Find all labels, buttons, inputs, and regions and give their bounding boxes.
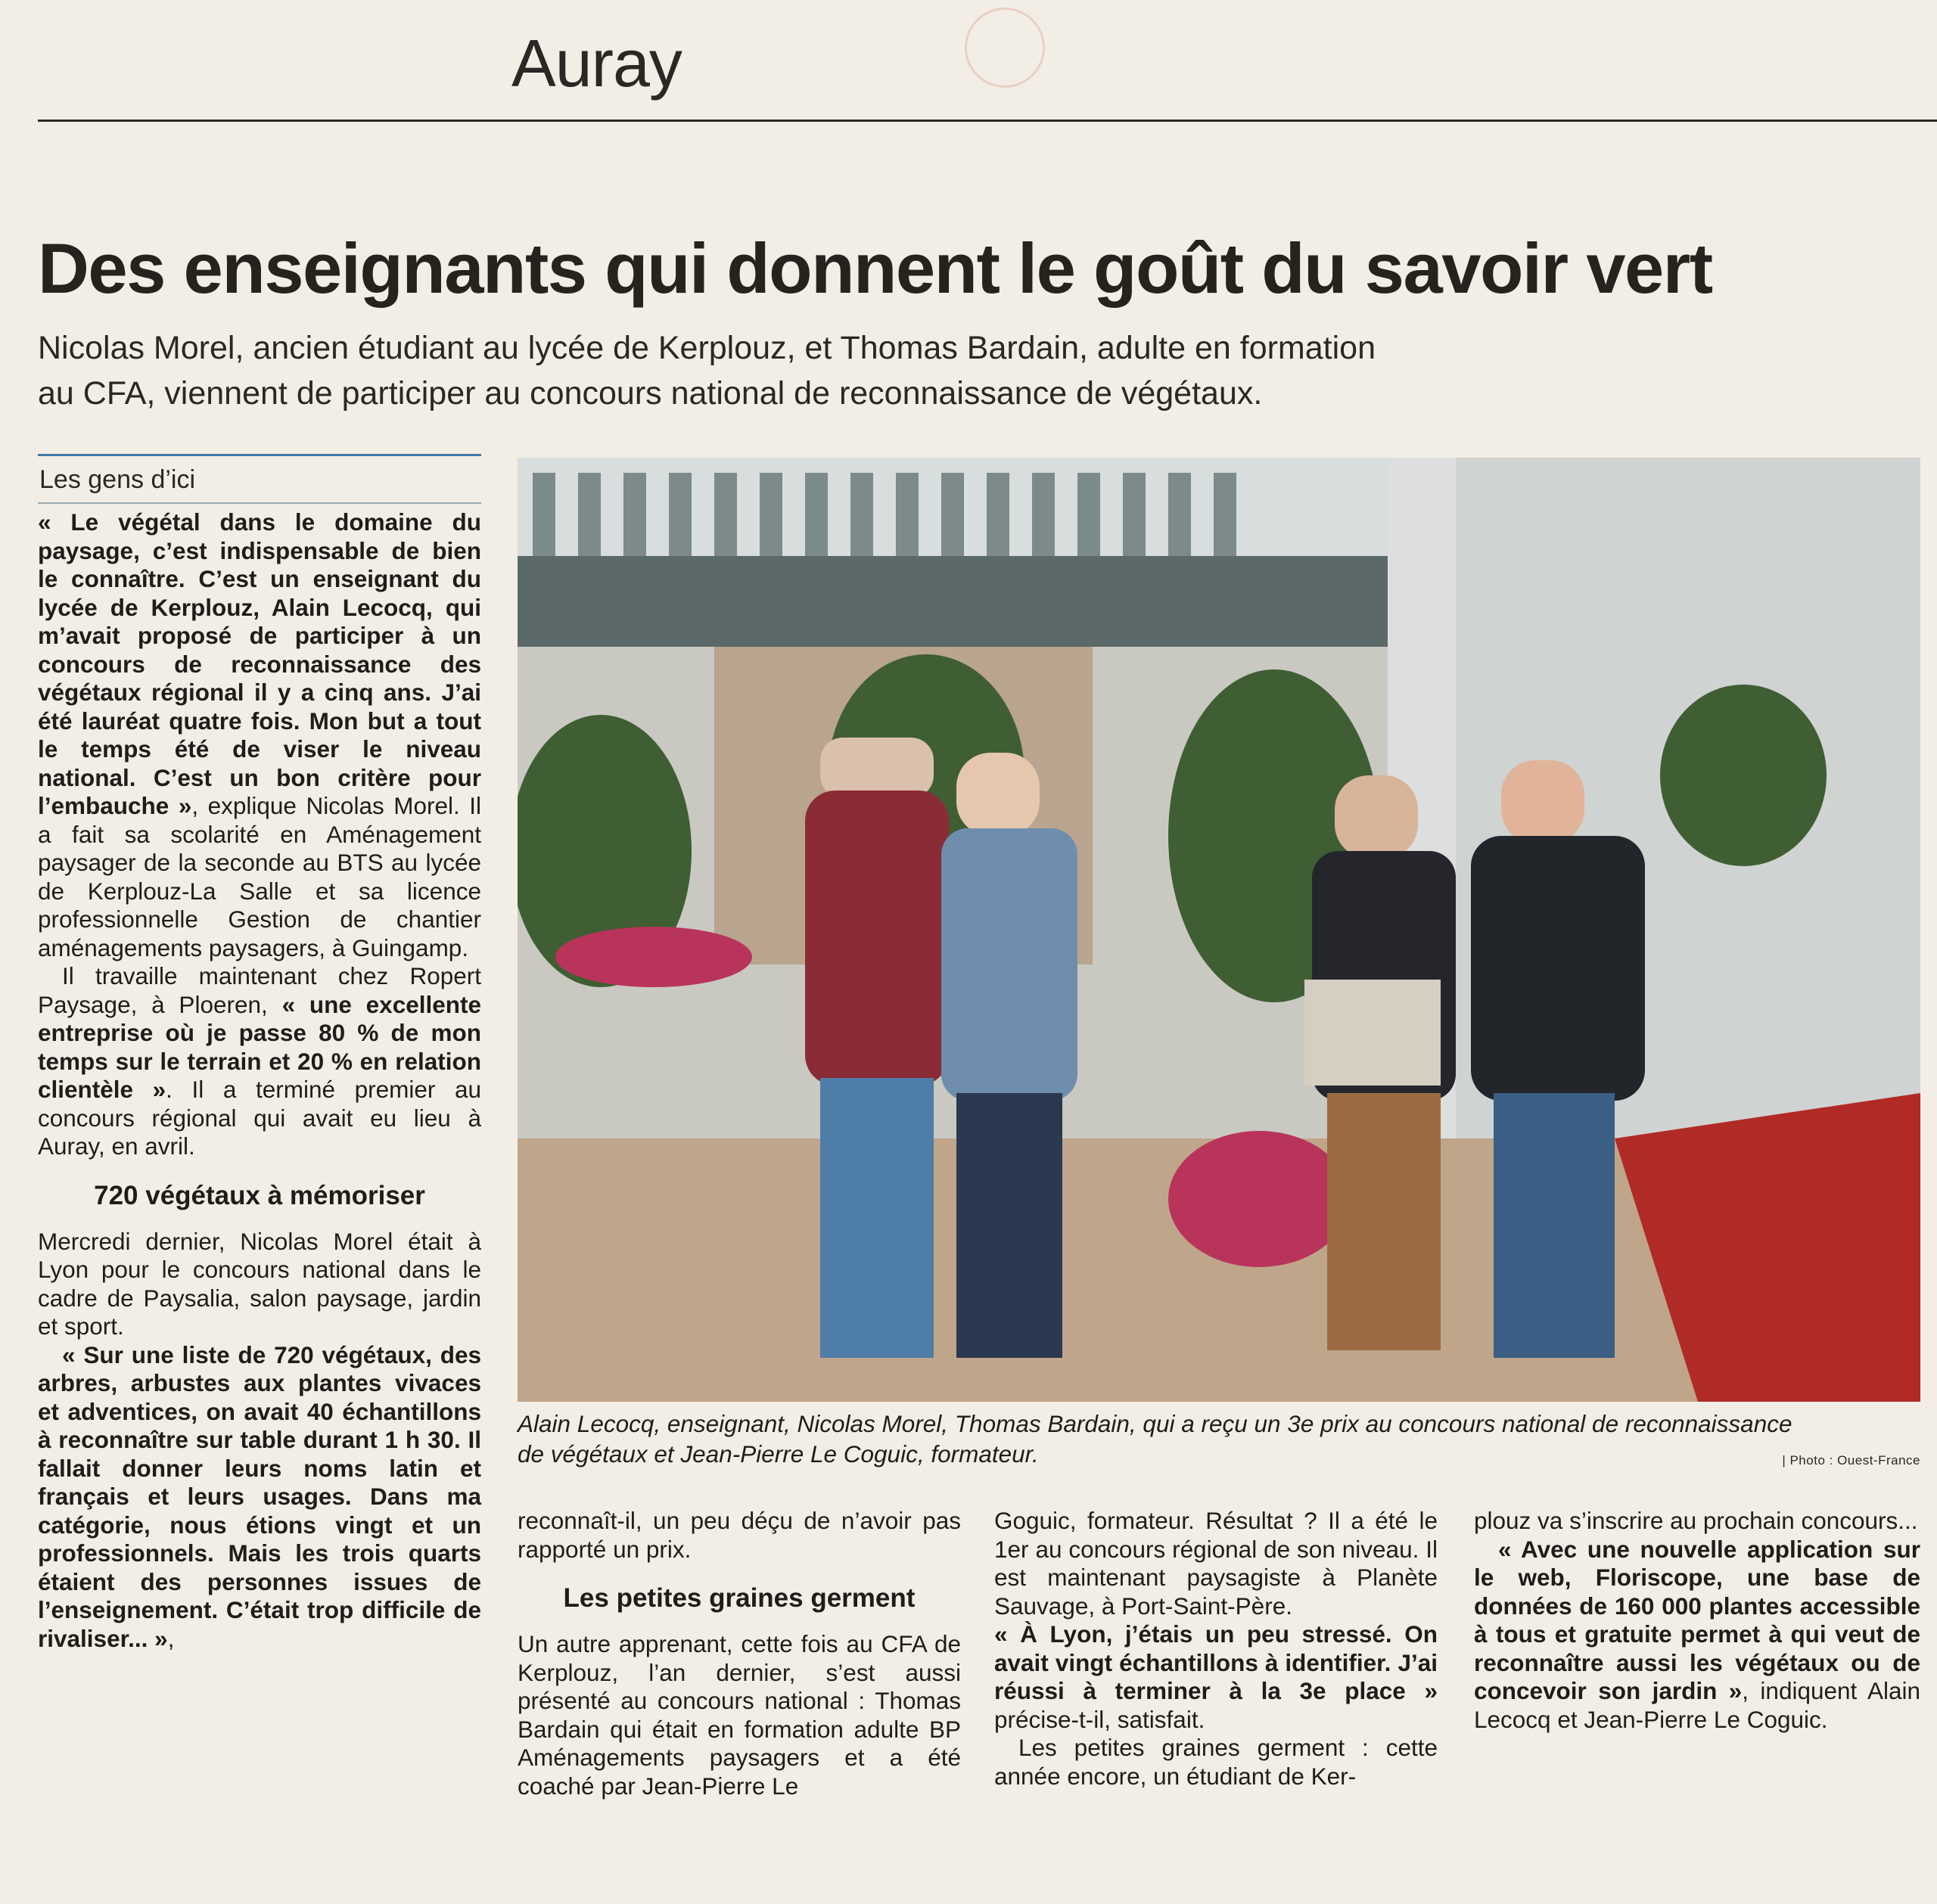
standfirst-line: Nicolas Morel, ancien étudiant au lycée de Kerplouz, et Thomas Bardain, adulte en formation <box>38 330 1376 366</box>
paragraph: Mercredi dernier, Nicolas Morel était à Lyon pour le concours national dans le cadre de Paysalia, salon paysage, jardin et sport. <box>38 1227 481 1340</box>
paragraph-text: précise-t-il, satisfait. <box>994 1705 1205 1733</box>
paragraph: Un autre apprenant, cette fois au CFA de Kerplouz, l’an dernier, s’est aussi présenté au concours national : Thomas Bardain qui était en formation adulte BP Aménagements paysagers et a été coaché par Jean-Pierre Le <box>518 1630 961 1800</box>
masthead-rule <box>38 120 1937 122</box>
paragraph-text: Il travaille maintenant chez Ropert Paysage, à Ploeren, <box>38 962 481 1018</box>
paragraph-text: . Il a terminé premier au concours régional qui avait eu lieu à Auray, en avril. <box>38 1076 481 1160</box>
paragraph-text: , indiquent Alain Lecocq et Jean-Pierre Le Coguic. <box>1474 1677 1920 1733</box>
article-column-2 <box>518 1507 961 1800</box>
rubric-underline <box>38 502 481 504</box>
paragraph-text: , explique Nicolas Morel. Il a fait sa scolarité en Aménagement paysager de la seconde au BTS au lycée de Kerplouz-La Salle et sa licence professionnelle Gestion de chantier aménagements paysagers, à Guingamp. <box>38 792 481 961</box>
rubric-label: Les gens d’ici <box>39 465 196 494</box>
article-column-3 <box>994 1507 1438 1791</box>
caption-line: de végétaux et Jean-Pierre Le Coguic, formateur. <box>518 1440 1039 1468</box>
paragraph <box>1474 1536 1920 1735</box>
quote: « Sur une liste de 720 végétaux, des arbres, arbustes aux plantes vivaces et adventices, on avait 40 échantillons à reconnaître sur table durant 1 h 30. Il fallait donner leurs noms latin et français et leurs usages. Dans ma catégorie, nous étions vingt et un professionnels. Mais les trois quarts étaient des personnes issues de l’enseignement. C’était trop difficile de rivaliser... » <box>38 1340 481 1652</box>
paragraph: reconnaît-il, un peu déçu de n’avoir pas rapporté un prix. <box>518 1507 961 1563</box>
article-column-4 <box>1474 1507 1920 1734</box>
paragraph: plouz va s’inscrire au prochain concours... <box>1474 1507 1918 1534</box>
article-column-1 <box>38 508 481 1653</box>
bleed-through-logo <box>965 8 1045 88</box>
standfirst-line: au CFA, viennent de participer au concours national de reconnaissance de végétaux. <box>38 375 1263 412</box>
caption-line: Alain Lecocq, enseignant, Nicolas Morel, Thomas Bardain, qui a reçu un 3e prix au concours national de reconnaissance <box>518 1410 1792 1437</box>
section-title: Auray <box>511 26 682 101</box>
paragraph <box>38 962 481 1161</box>
photo-credit: | Photo : Ouest-France <box>1782 1453 1920 1468</box>
quote: « Le végétal dans le domaine du paysage, c’est indispensable de bien le connaître. C’est un enseignant du lycée de Kerplouz, Alain Lecocq, qui m’avait proposé de participer à un concours de reconnaissance des végétaux régional il y a cinq ans. J’ai été lauréat quatre fois. Mon but a tout le temps été de viser le niveau national. C’est un bon critère pour l’embauche » <box>38 508 481 819</box>
standfirst <box>38 325 1642 416</box>
photo-caption <box>518 1409 1920 1469</box>
paragraph <box>38 1341 481 1654</box>
paragraph-text: , <box>167 1624 175 1652</box>
quote: « À Lyon, j’étais un peu stressé. On avait vingt échantillons à identifier. J’ai réussi à terminer à la 3e place » <box>994 1620 1438 1704</box>
quote: « une excellente entreprise où je passe 80 % de mon temps sur le terrain et 20 % en relation clientèle » <box>38 990 482 1103</box>
subheading: 720 végétaux à mémoriser <box>94 1180 425 1210</box>
subheading: Les petites graines germent <box>563 1583 916 1613</box>
headline: Des enseignants qui donnent le goût du savoir vert <box>38 228 1712 308</box>
paragraph <box>38 508 481 962</box>
quote: « Avec une nouvelle application sur le web, Floriscope, une base de données de 160 000 plantes accessible à tous et gratuite permet à qui veut de reconnaître aussi les végétaux ou de concevoir son jardin » <box>1474 1535 1920 1704</box>
rubric-rule <box>38 454 481 456</box>
paragraph <box>994 1620 1438 1734</box>
group-photo-illustration <box>518 458 1920 1402</box>
paragraph: Goguic, formateur. Résultat ? Il a été le 1er au concours régional de son niveau. Il est maintenant paysagiste à Planète Sauvage, à Port-Saint-Père. <box>994 1507 1438 1620</box>
article-photo <box>518 458 1920 1402</box>
paragraph: Les petites graines germent : cette année encore, un étudiant de Ker- <box>994 1734 1438 1790</box>
